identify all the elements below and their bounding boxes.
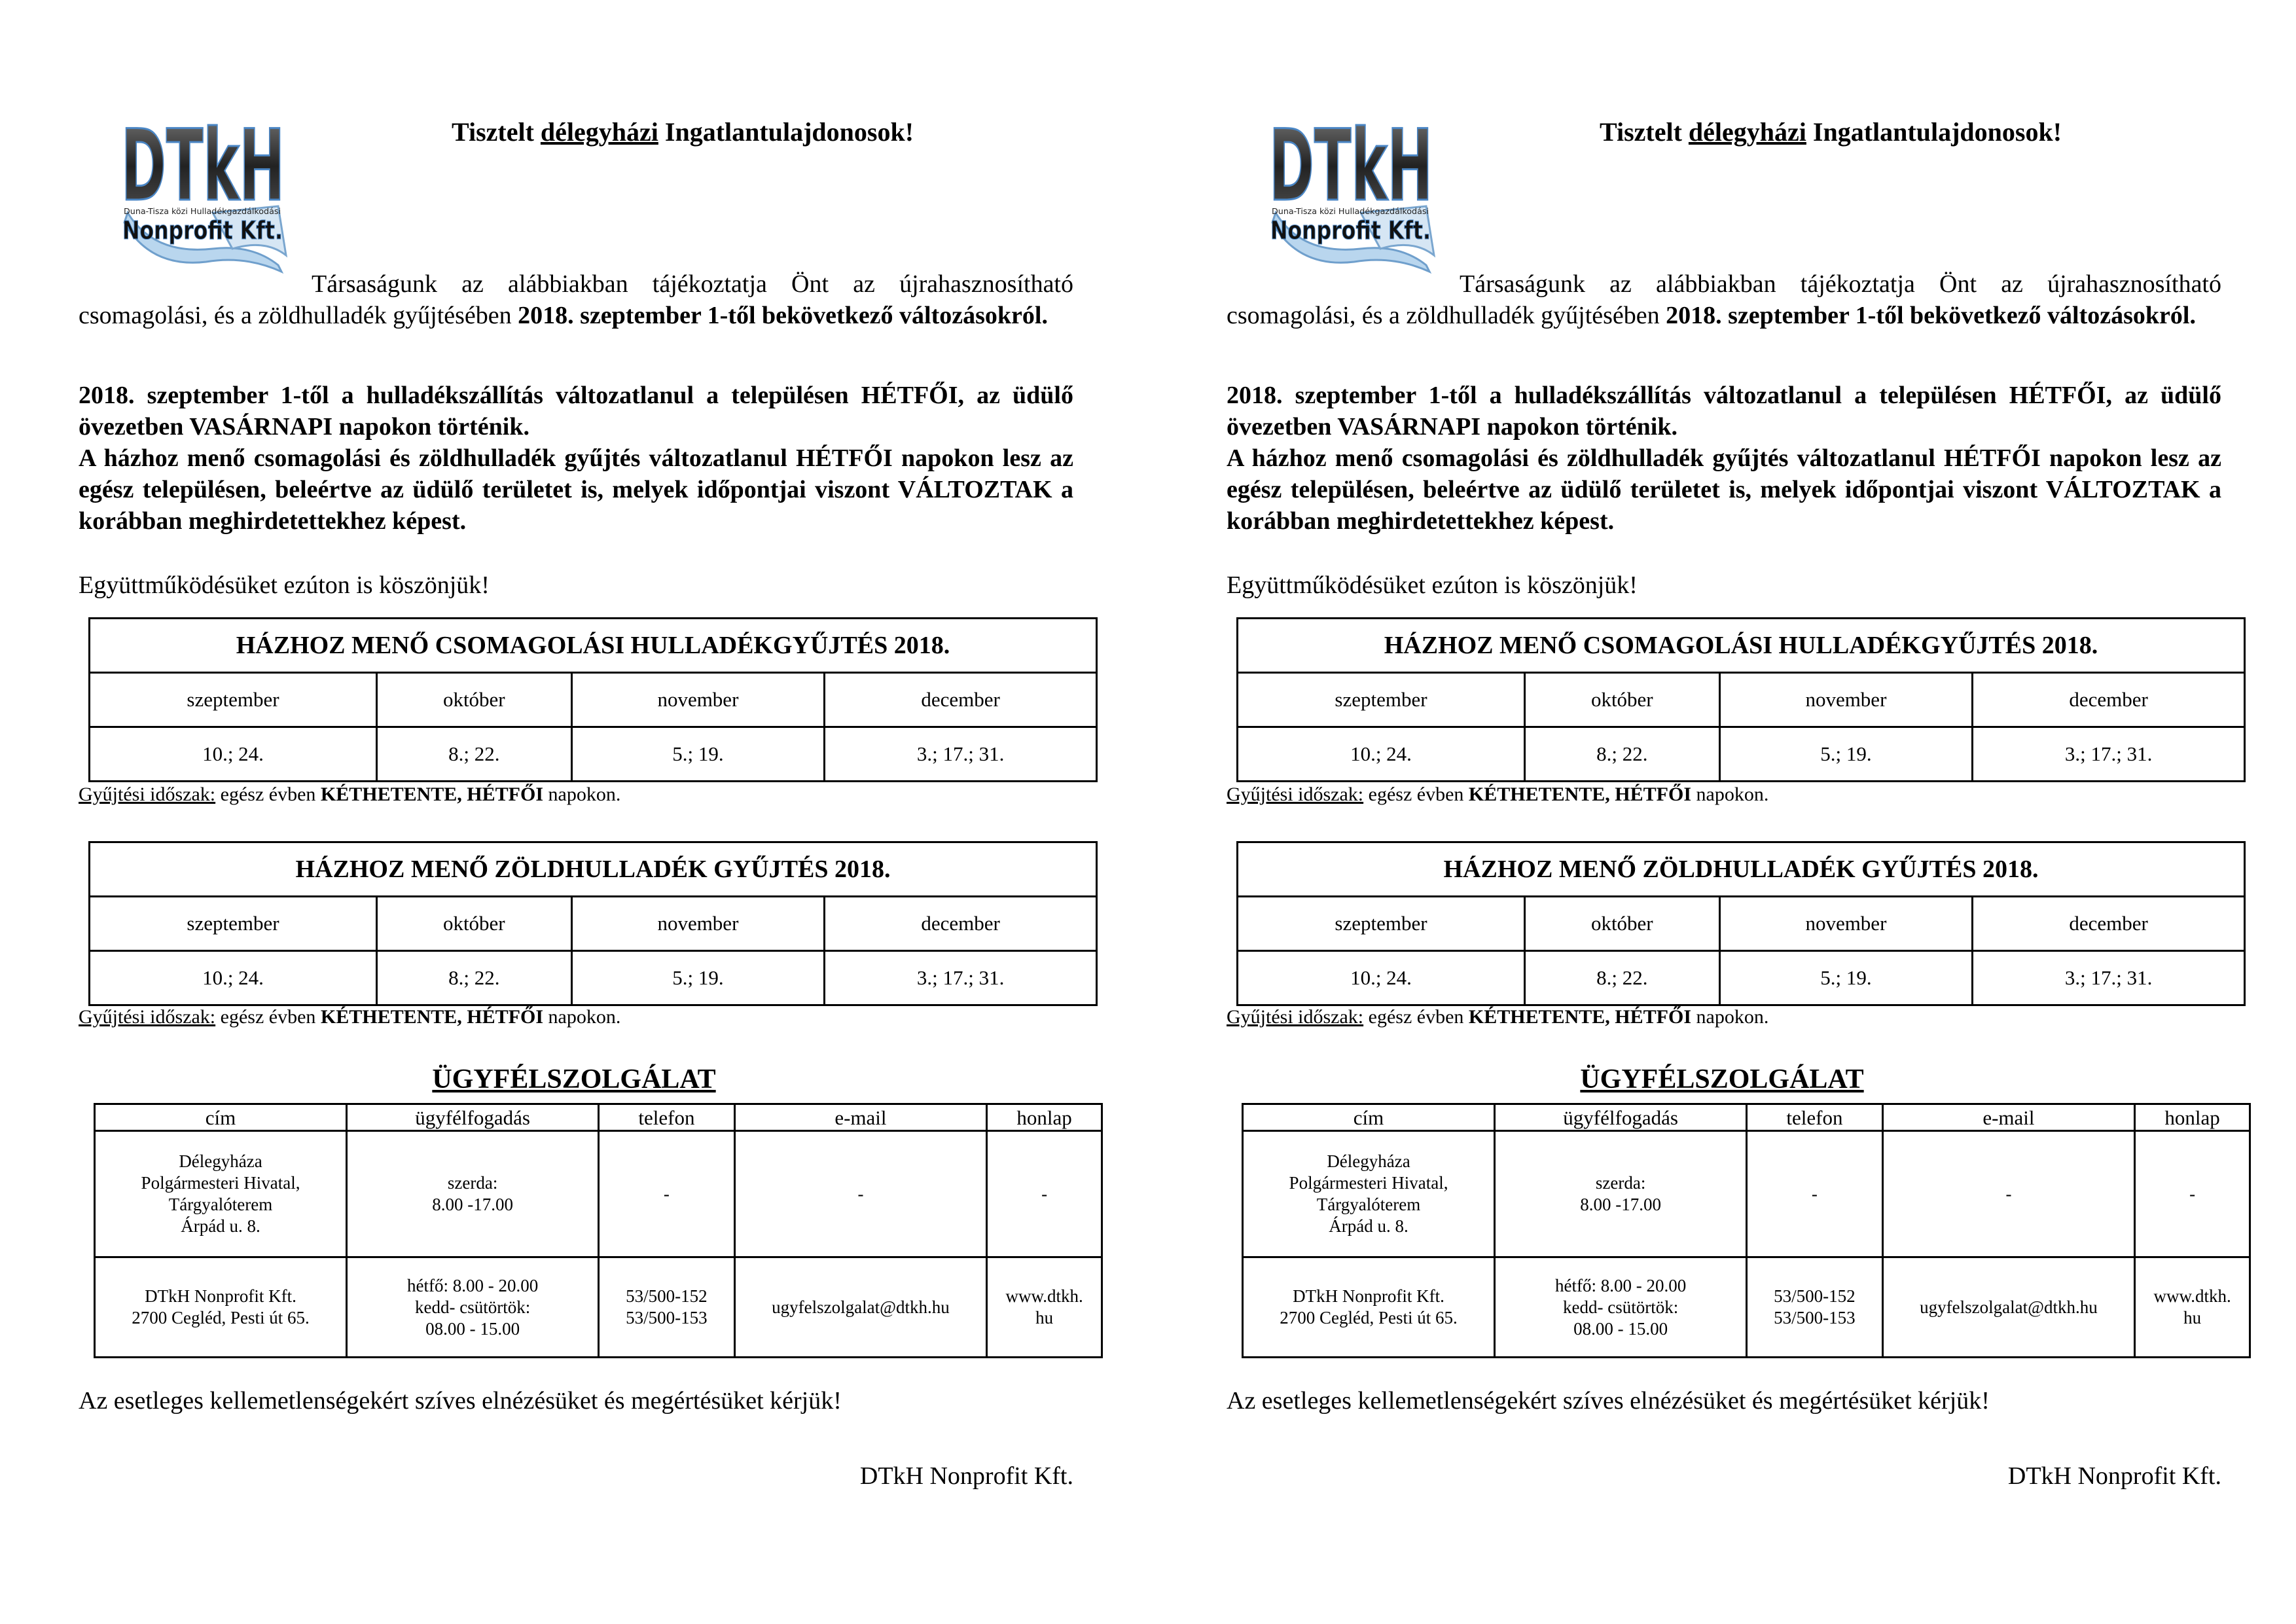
intro-paragraph: Társaságunk az alábbiakban tájékoztatja Önt az újrahasznosítható csomagolási, és a zöldhulladék gyűjtésében 2018. szeptember 1-től bekövetkező változásokról. <box>79 270 1073 329</box>
svg-text:DTkH: DTkH <box>121 115 285 223</box>
svg-text:DTkH: DTkH <box>1269 115 1433 223</box>
month-cell: november <box>571 897 825 951</box>
website-link[interactable]: www.dtkh. hu <box>2135 1257 2250 1358</box>
svg-text:Duna-Tisza közi Hulladékgazdál: Duna-Tisza közi Hulladékgazdálkodási <box>124 207 281 216</box>
phone-cell: 53/500-152 53/500-153 <box>1747 1257 1883 1358</box>
customer-service-title: ÜGYFÉLSZOLGÁLAT <box>1580 1064 1864 1094</box>
month-cell: október <box>377 673 572 727</box>
thanks-text: Együttműködésüket ezúton is köszönjük! <box>1227 571 1638 599</box>
column-header: honlap <box>987 1104 1102 1131</box>
month-cell: október <box>377 897 572 951</box>
month-cell: szeptember <box>1238 673 1525 727</box>
signature: DTkH Nonprofit Kft. <box>2007 1462 2221 1490</box>
dates-cell: 3.; 17.; 31. <box>825 727 1097 782</box>
packaging-schedule-title: HÁZHOZ MENŐ CSOMAGOLÁSI HULLADÉKGYŰJTÉS 2018. <box>90 619 1097 673</box>
website-link[interactable]: www.dtkh. hu <box>987 1257 1102 1358</box>
table-row <box>1243 1131 2250 1257</box>
month-cell: december <box>825 897 1097 951</box>
green-waste-schedule-table <box>88 841 1098 1006</box>
email-link[interactable]: ugyfelszolgalat@dtkh.hu <box>1882 1257 2135 1358</box>
column-header: cím <box>1243 1104 1495 1131</box>
packaging-schedule-table <box>1236 617 2246 782</box>
thanks-text: Együttműködésüket ezúton is köszönjük! <box>79 571 490 599</box>
closing-text: Az esetleges kellemetlenségekért szíves elnézésüket és megértésüket kérjük! <box>1227 1387 1990 1415</box>
dates-cell: 3.; 17.; 31. <box>1973 727 2245 782</box>
phone-cell: - <box>599 1131 735 1257</box>
month-cell: október <box>1525 673 1720 727</box>
hours-cell: hétfő: 8.00 - 20.00 kedd- csütörtök: 08.00 - 15.00 <box>1495 1257 1747 1358</box>
hours-cell: szerda: 8.00 -17.00 <box>347 1131 599 1257</box>
website-cell: - <box>987 1131 1102 1257</box>
svg-text:Nonprofit Kft.: Nonprofit Kft. <box>122 216 283 245</box>
email-link[interactable]: ugyfelszolgalat@dtkh.hu <box>734 1257 987 1358</box>
dates-cell: 10.; 24. <box>90 951 377 1005</box>
email-cell: - <box>1882 1131 2135 1257</box>
month-cell: december <box>1973 673 2245 727</box>
closing-text: Az esetleges kellemetlenségekért szíves elnézésüket és megértésüket kérjük! <box>79 1387 842 1415</box>
month-cell: október <box>1525 897 1720 951</box>
dates-cell: 3.; 17.; 31. <box>1973 951 2245 1005</box>
green-waste-period-note: Gyűjtési időszak: egész évben KÉTHETENTE, HÉTFŐI napokon. <box>79 1006 621 1028</box>
column-header: e-mail <box>1882 1104 2135 1131</box>
svg-text:Nonprofit Kft.: Nonprofit Kft. <box>1270 216 1431 245</box>
intro-paragraph: Társaságunk az alábbiakban tájékoztatja Önt az újrahasznosítható csomagolási, és a zöldhulladék gyűjtésében 2018. szeptember 1-től bekövetkező változásokról. <box>1227 270 2221 329</box>
table-row <box>95 1257 1102 1358</box>
dtkh-logo <box>1263 115 1439 285</box>
customer-service-table <box>1242 1103 2251 1358</box>
notice-paragraph: 2018. szeptember 1-től a hulladékszállítás változatlanul a településen HÉTFŐI, az üdülő övezetben VASÁRNAPI napokon történik. A házhoz menő csomagolási és zöldhulladék gyűjtés változatlanul HÉTFŐI napokon lesz az egész településen, beleértve az üdülő területet is, melyek időpontjai viszont VÁLTOZTAK a korábban meghirdetettekhez képest. <box>79 382 1073 535</box>
month-cell: szeptember <box>90 673 377 727</box>
column-header: honlap <box>2135 1104 2250 1131</box>
address-cell: Délegyháza Polgármesteri Hivatal, Tárgyalóterem Árpád u. 8. <box>1243 1131 1495 1257</box>
green-waste-schedule-table <box>1236 841 2246 1006</box>
packaging-schedule-title: HÁZHOZ MENŐ CSOMAGOLÁSI HULLADÉKGYŰJTÉS 2018. <box>1238 619 2245 673</box>
customer-service-table <box>94 1103 1103 1358</box>
packaging-period-note: Gyűjtési időszak: egész évben KÉTHETENTE, HÉTFŐI napokon. <box>1227 784 1769 805</box>
column-header: cím <box>95 1104 347 1131</box>
email-cell: - <box>734 1131 987 1257</box>
dates-cell: 8.; 22. <box>377 951 572 1005</box>
svg-text:Duna-Tisza közi Hulladékgazdál: Duna-Tisza közi Hulladékgazdálkodási <box>1272 207 1429 216</box>
packaging-schedule-table <box>88 617 1098 782</box>
address-cell: Délegyháza Polgármesteri Hivatal, Tárgyalóterem Árpád u. 8. <box>95 1131 347 1257</box>
column-header: telefon <box>599 1104 735 1131</box>
month-cell: november <box>1719 897 1973 951</box>
dates-cell: 5.; 19. <box>1719 951 1973 1005</box>
table-row <box>1243 1257 2250 1358</box>
phone-cell: 53/500-152 53/500-153 <box>599 1257 735 1358</box>
phone-cell: - <box>1747 1131 1883 1257</box>
dates-cell: 5.; 19. <box>1719 727 1973 782</box>
greeting-heading: Tisztelt délegyházi Ingatlantulajdonosok! <box>1600 117 2062 147</box>
month-cell: szeptember <box>90 897 377 951</box>
notice-paragraph: 2018. szeptember 1-től a hulladékszállítás változatlanul a településen HÉTFŐI, az üdülő övezetben VASÁRNAPI napokon történik. A házhoz menő csomagolási és zöldhulladék gyűjtés változatlanul HÉTFŐI napokon lesz az egész településen, beleértve az üdülő területet is, melyek időpontjai viszont VÁLTOZTAK a korábban meghirdetettekhez képest. <box>1227 382 2221 535</box>
dates-cell: 8.; 22. <box>1525 727 1720 782</box>
column-header: ügyfélfogadás <box>1495 1104 1747 1131</box>
month-cell: december <box>1973 897 2245 951</box>
dates-cell: 8.; 22. <box>377 727 572 782</box>
dates-cell: 5.; 19. <box>571 727 825 782</box>
green-waste-schedule-title: HÁZHOZ MENŐ ZÖLDHULLADÉK GYŰJTÉS 2018. <box>90 842 1097 897</box>
hours-cell: szerda: 8.00 -17.00 <box>1495 1131 1747 1257</box>
dates-cell: 10.; 24. <box>1238 951 1525 1005</box>
green-waste-schedule-title: HÁZHOZ MENŐ ZÖLDHULLADÉK GYŰJTÉS 2018. <box>1238 842 2245 897</box>
packaging-period-note: Gyűjtési időszak: egész évben KÉTHETENTE, HÉTFŐI napokon. <box>79 784 621 805</box>
hours-cell: hétfő: 8.00 - 20.00 kedd- csütörtök: 08.00 - 15.00 <box>347 1257 599 1358</box>
month-cell: szeptember <box>1238 897 1525 951</box>
dates-cell: 8.; 22. <box>1525 951 1720 1005</box>
column-header: telefon <box>1747 1104 1883 1131</box>
dates-cell: 5.; 19. <box>571 951 825 1005</box>
signature: DTkH Nonprofit Kft. <box>859 1462 1073 1490</box>
column-header: e-mail <box>734 1104 987 1131</box>
dtkh-logo <box>115 115 291 285</box>
table-row <box>95 1131 1102 1257</box>
dates-cell: 10.; 24. <box>1238 727 1525 782</box>
month-cell: december <box>825 673 1097 727</box>
green-waste-period-note: Gyűjtési időszak: egész évben KÉTHETENTE, HÉTFŐI napokon. <box>1227 1006 1769 1028</box>
customer-service-title: ÜGYFÉLSZOLGÁLAT <box>432 1064 716 1094</box>
website-cell: - <box>2135 1131 2250 1257</box>
column-header: ügyfélfogadás <box>347 1104 599 1131</box>
month-cell: november <box>1719 673 1973 727</box>
dates-cell: 3.; 17.; 31. <box>825 951 1097 1005</box>
address-cell: DTkH Nonprofit Kft. 2700 Cegléd, Pesti út 65. <box>1243 1257 1495 1358</box>
dates-cell: 10.; 24. <box>90 727 377 782</box>
address-cell: DTkH Nonprofit Kft. 2700 Cegléd, Pesti út 65. <box>95 1257 347 1358</box>
month-cell: november <box>571 673 825 727</box>
greeting-heading: Tisztelt délegyházi Ingatlantulajdonosok! <box>452 117 914 147</box>
flyer-right <box>1148 0 2296 1624</box>
